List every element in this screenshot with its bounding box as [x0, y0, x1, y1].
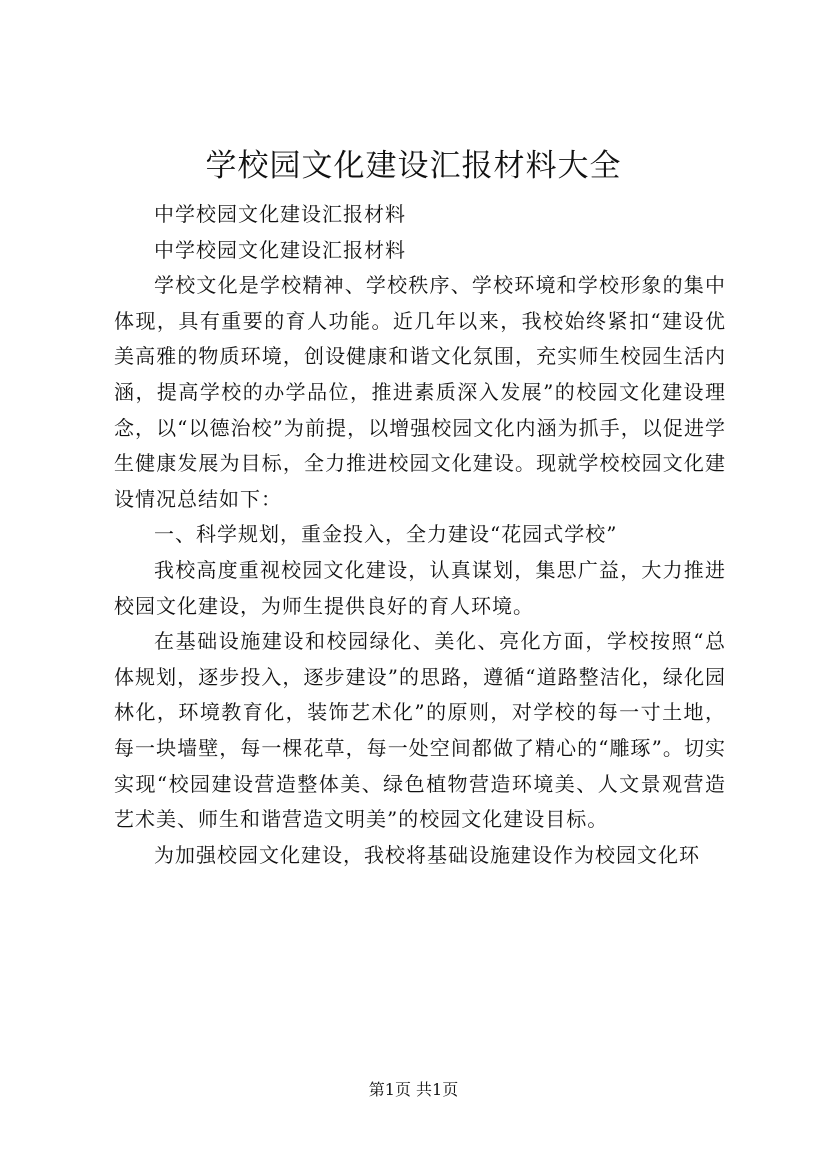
- body-paragraph: 为加强校园文化建设，我校将基础设施建设作为校园文化环: [154, 842, 700, 867]
- section-heading: 一、科学规划，重金投入，全力建设“花园式学校”: [154, 522, 618, 547]
- document-title: 学校园文化建设汇报材料大全: [205, 148, 622, 184]
- page-footer: 第1页 共1页: [368, 1080, 459, 1099]
- body-paragraph: 我校高度重视校园文化建设，认真谋划，集思广益，大力推进校园文化建设，为师生提供良好的育人环境。: [114, 557, 726, 618]
- document-body: [114, 197, 726, 873]
- subtitle-line: 中学校园文化建设汇报材料: [154, 237, 406, 262]
- body-paragraph: 学校文化是学校精神、学校秩序、学校环境和学校形象的集中体现，具有重要的育人功能。近几年以来，我校始终紧扣“建设优美高雅的物质环境，创设健康和谐文化氛围，充实师生校园生活内涵，提高学校的办学品位，推进素质深入发展”的校园文化建设理念，以“以德治校”为前提，以增强校园文化内涵为抓手，以促进学生健康发展为目标，全力推进校园文化建设。现就学校校园文化建设情况总结如下：: [114, 273, 726, 511]
- subtitle-line: 中学校园文化建设汇报材料: [154, 202, 406, 226]
- body-paragraph: 在基础设施建设和校园绿化、美化、亮化方面，学校按照“总体规划，逐步投入，逐步建设”的思路，遵循“道路整洁化，绿化园林化，环境教育化，装饰艺术化”的原则，对学校的每一寸土地，每一块墙壁，每一棵花草，每一处空间都做了精心的“雕琢”。切实实现“校园建设营造整体美、绿色植物营造环境美、人文景观营造艺术美、师生和谐营造文明美”的校园文化建设目标。: [114, 629, 726, 832]
